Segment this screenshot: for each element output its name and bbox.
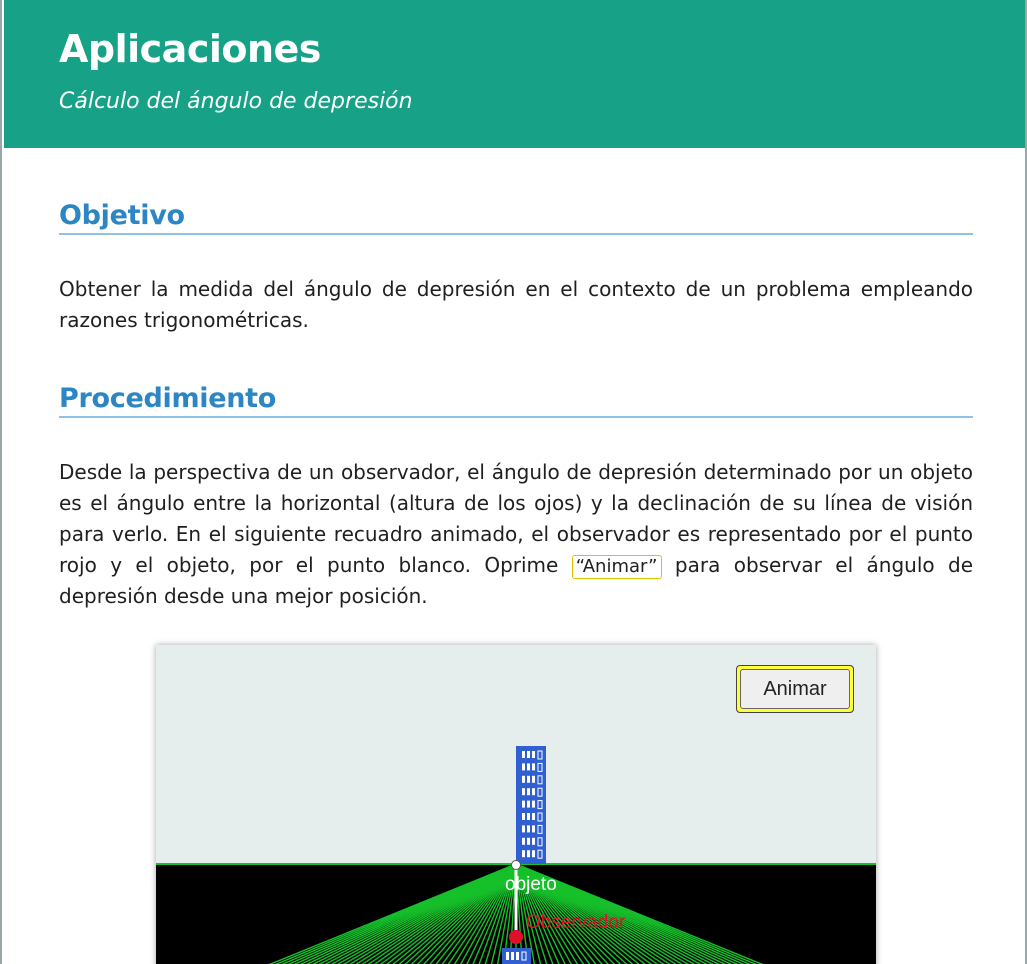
building-tower	[516, 746, 546, 864]
procedimiento-text	[59, 457, 973, 612]
procedimiento-text-before: Desde la perspectiva de un observador, el ángulo de depresión determinado por un objeto es el ángulo entre la horizontal (altura de los ojos) y la declinación de su línea de visión para verlo. En el siguiente recuadro animado, el observador es representado por el punto rojo y el objeto, por el punto blanco. Oprime	[59, 460, 973, 577]
procedimiento-text-after: para observar el ángulo de depresión desde una mejor posición.	[59, 553, 973, 608]
objetivo-heading: Objetivo	[59, 200, 973, 235]
animation-scene[interactable]	[156, 645, 876, 964]
page-header	[4, 0, 1027, 148]
inline-animar-reference: “Animar”	[572, 555, 662, 579]
observer-point	[509, 930, 523, 944]
procedimiento-heading: Procedimiento	[59, 383, 973, 418]
objetivo-text: Obtener la medida del ángulo de depresión en el contexto de un problema empleando razones trigonométricas.	[59, 277, 973, 332]
object-point	[512, 861, 521, 870]
objeto-label: objeto	[505, 874, 557, 895]
observador-label: Observador	[526, 912, 626, 933]
animar-button[interactable]	[736, 665, 854, 713]
observer-building	[502, 948, 531, 964]
animar-button-label: Animar	[740, 669, 850, 709]
page-subtitle: Cálculo del ángulo de depresión	[59, 89, 413, 114]
page-title: Aplicaciones	[59, 27, 321, 71]
